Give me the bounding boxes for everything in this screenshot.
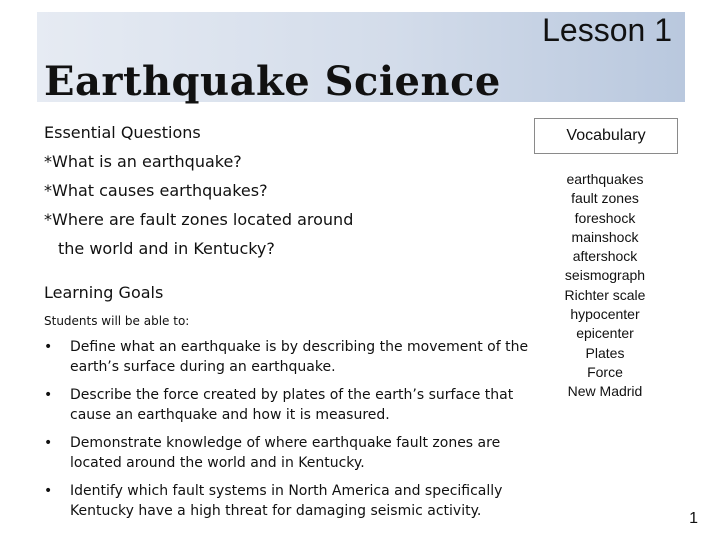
bullet-icon: •	[44, 435, 53, 451]
vocabulary-term: hypocenter	[570, 306, 640, 323]
learning-goals-heading: Learning Goals	[44, 283, 164, 302]
learning-goal-text: Demonstrate knowledge of where earthquake fault zones are located around the world and in Kentucky.	[70, 435, 501, 471]
bullet-icon: •	[44, 387, 53, 403]
vocabulary-term: earthquakes	[566, 171, 644, 187]
essential-question: *Where are fault zones located around	[44, 210, 354, 229]
learning-goals-list	[44, 337, 534, 521]
bullet-icon: •	[44, 483, 53, 499]
vocabulary-heading: Vocabulary	[566, 127, 646, 144]
vocabulary-term: New Madrid	[567, 383, 643, 400]
vocabulary-term: seismograph	[564, 267, 646, 284]
learning-goal-item	[44, 337, 534, 377]
page-title: Earthquake Science	[44, 58, 501, 105]
vocabulary-term: epicenter	[576, 325, 634, 342]
learning-goal-text: Define what an earthquake is by describing the movement of the earth’s surface during an earthquake.	[70, 339, 529, 375]
learning-goal-text: Describe the force created by plates of the earth’s surface that cause an earthquake and how it is measured.	[70, 387, 514, 423]
essential-question: *What causes earthquakes?	[44, 181, 268, 200]
bullet-icon: •	[44, 339, 53, 355]
vocabulary-term: aftershock	[572, 248, 638, 265]
vocabulary-list	[524, 170, 686, 402]
vocabulary-term: foreshock	[574, 209, 636, 226]
learning-goal-item	[44, 433, 534, 473]
learning-goal-item	[44, 385, 534, 425]
vocabulary-term: Richter scale	[564, 286, 646, 303]
vocabulary-term: fault zones	[571, 190, 639, 207]
learning-goal-item	[44, 481, 534, 521]
essential-question: *What is an earthquake?	[44, 152, 242, 171]
learning-goals-intro: Students will be able to:	[44, 314, 190, 328]
vocabulary-term: Force	[587, 363, 623, 380]
vocabulary-term: mainshock	[571, 228, 639, 245]
essential-question-continuation: the world and in Kentucky?	[58, 239, 275, 258]
vocabulary-term: Plates	[585, 344, 625, 361]
page-number: 1	[689, 510, 698, 527]
lesson-label: Lesson 1	[542, 12, 672, 48]
learning-goal-text: Identify which fault systems in North America and specifically Kentucky have a high threat for damaging seismic activity.	[70, 483, 503, 519]
essential-questions-heading: Essential Questions	[44, 123, 201, 142]
vocabulary-heading-box	[534, 118, 678, 154]
left-column	[44, 118, 534, 529]
